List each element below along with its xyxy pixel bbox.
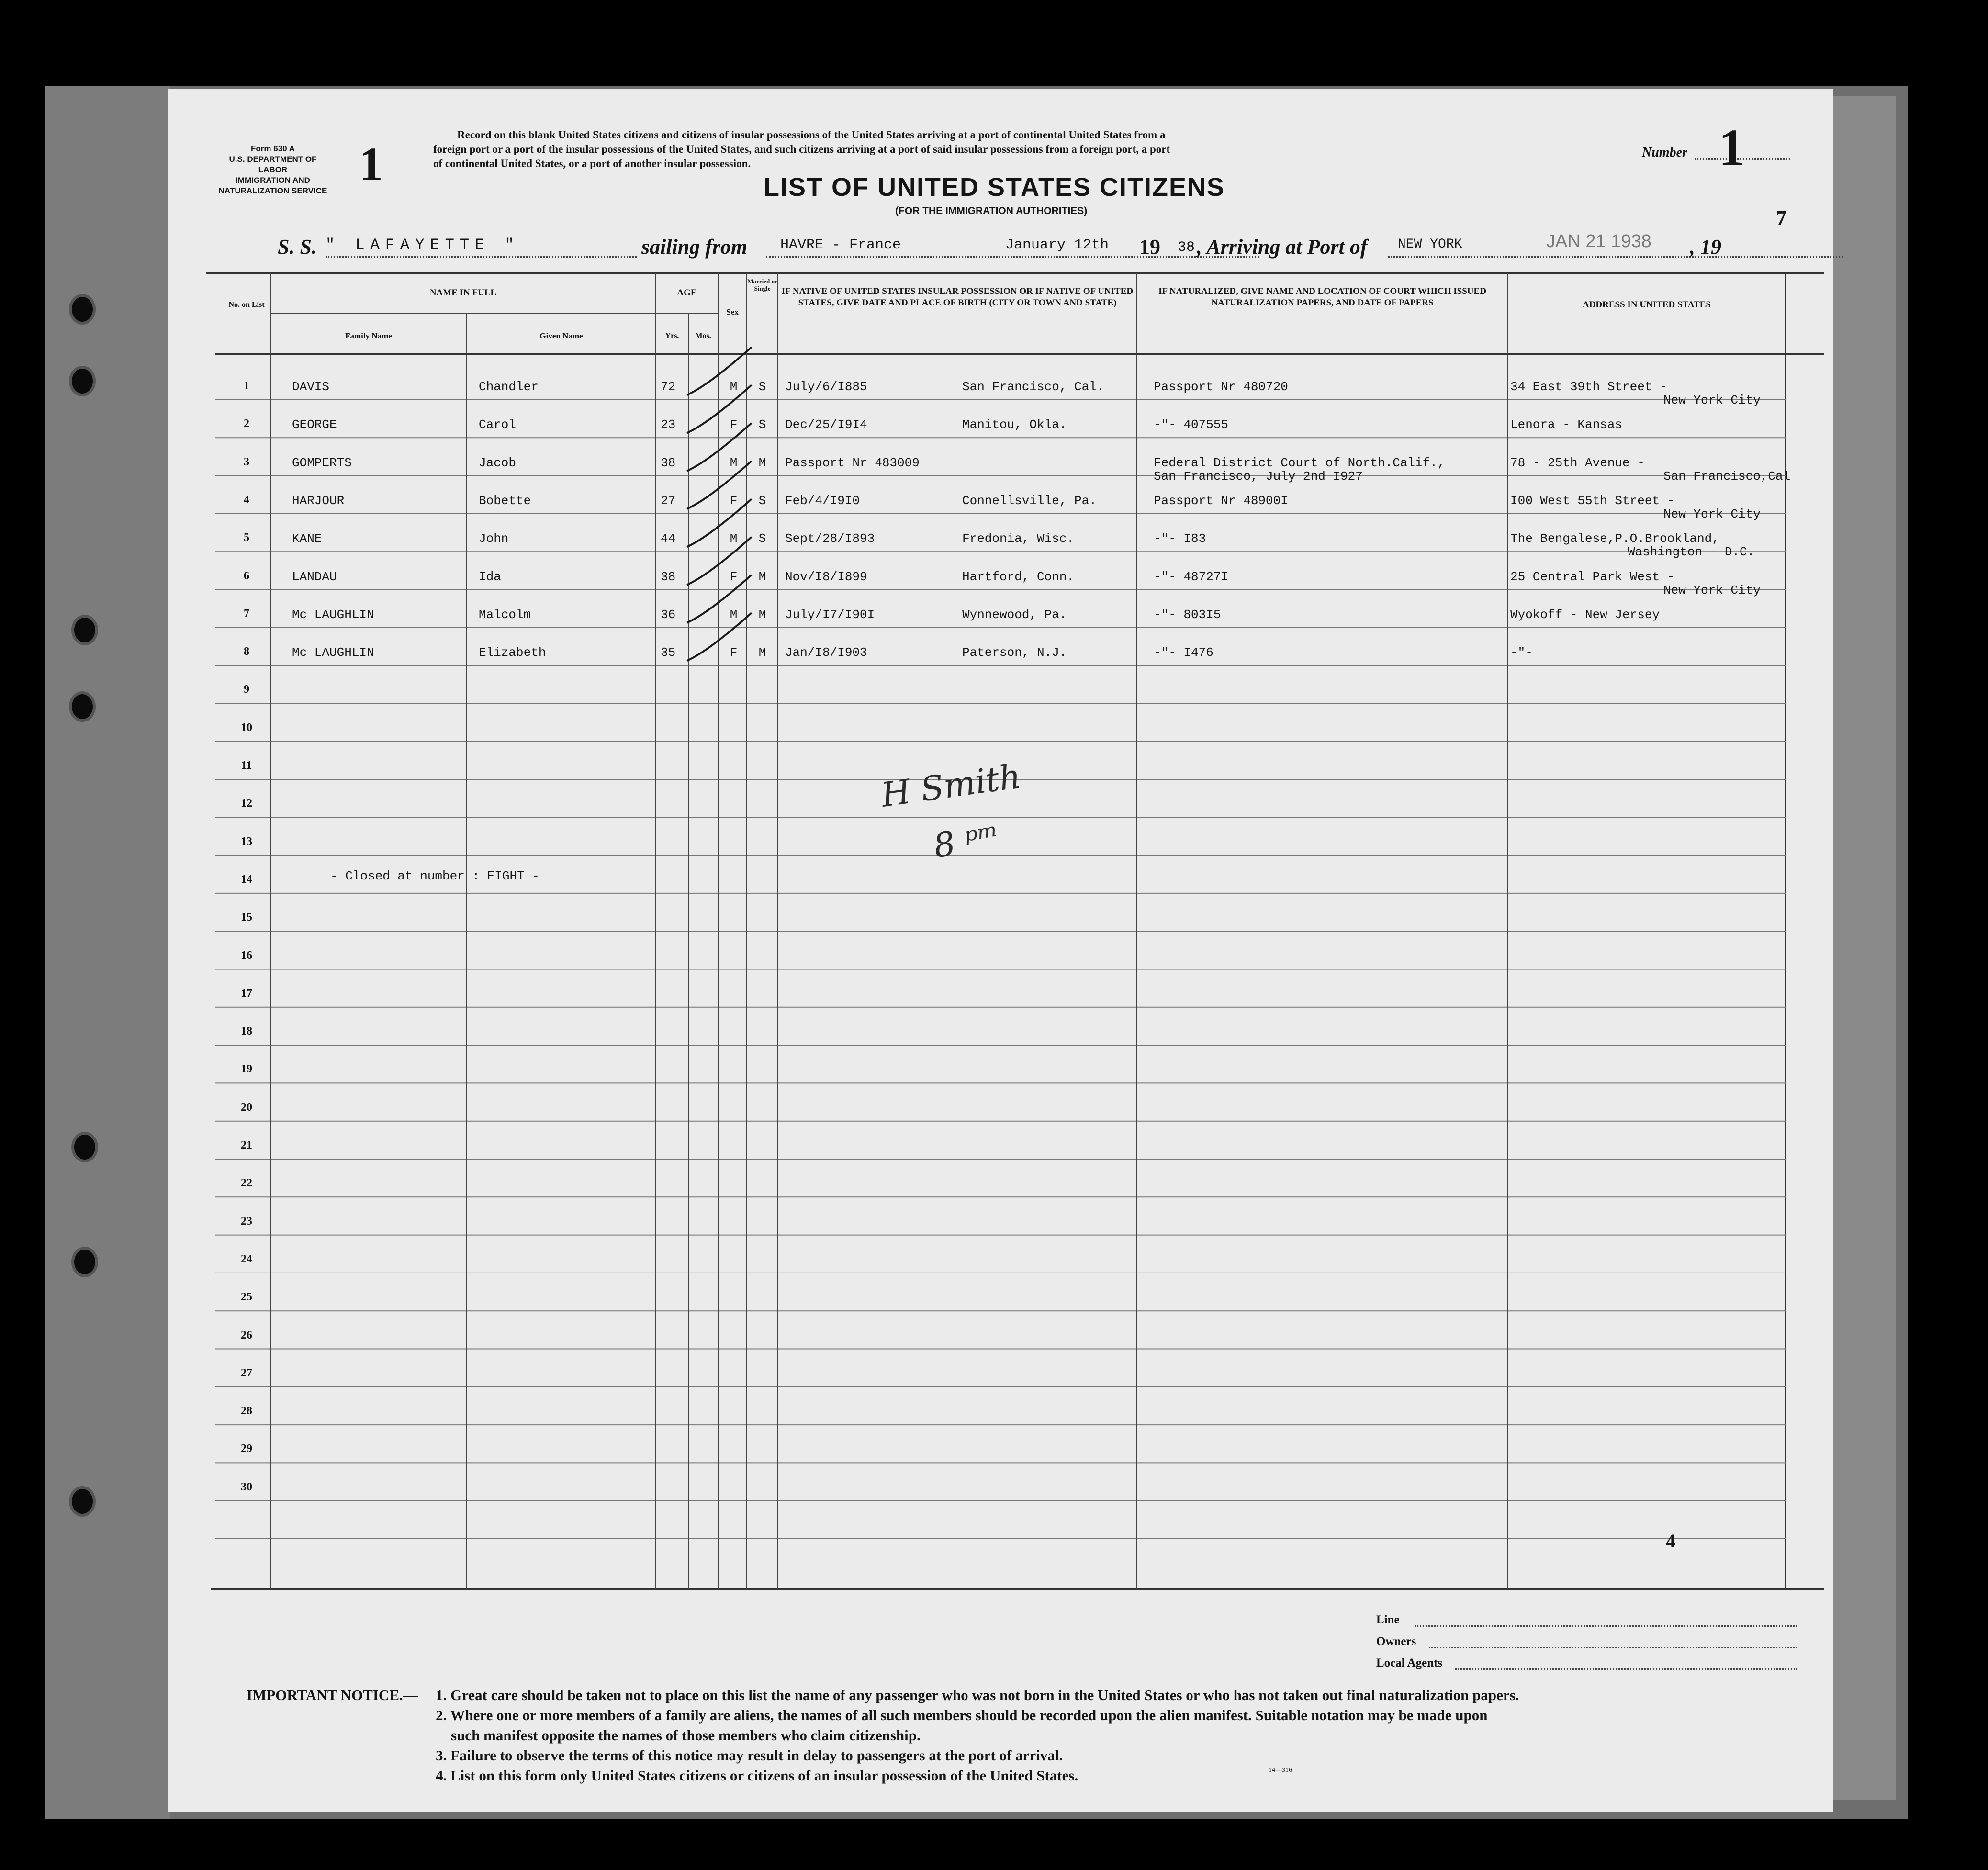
cell-birth-date: Sept/28/I893: [785, 531, 875, 546]
port-to: NEW YORK: [1398, 237, 1462, 252]
handwritten-signature: H Smith: [878, 756, 1023, 815]
row-number: 17: [241, 987, 252, 1000]
cell-addr1: Wyokoff - New Jersey: [1510, 607, 1660, 622]
row-number: 22: [241, 1177, 252, 1190]
instruction-line: Record on this blank United States citizens and citizens of insular possessions of the United States arriving at a port of continental United States from a: [457, 129, 1166, 141]
row-number: 9: [244, 683, 249, 696]
cell-birth-date: July/I7/I90I: [785, 607, 875, 622]
page-title: LIST OF UNITED STATES CITIZENS: [764, 173, 1225, 202]
cell-sex: F: [730, 645, 738, 660]
cell-addr1: The Bengalese,P.O.Brookland,: [1510, 531, 1719, 546]
cell-birth-place: Hartford, Conn.: [962, 569, 1075, 584]
cell-ms: S: [758, 493, 766, 508]
cell-nat1: -"- I476: [1154, 645, 1213, 660]
binder-hole: [72, 694, 93, 719]
col-sex: Sex: [726, 307, 739, 316]
binder-hole: [74, 618, 95, 642]
cell-sex: M: [730, 531, 738, 546]
handwritten-time: 8 ᵖᵐ: [930, 815, 1002, 866]
cell-birth-date: Passport Nr 483009: [785, 455, 920, 470]
cell-family: LANDAU: [292, 569, 337, 584]
row-number: 6: [244, 569, 249, 582]
cell-family: GOMPERTS: [292, 455, 352, 470]
cell-addr1: Lenora - Kansas: [1510, 417, 1623, 432]
page-mark: 4: [1666, 1530, 1675, 1552]
manifest-sheet: [168, 89, 1833, 1812]
port-from: HAVRE - France: [780, 237, 901, 253]
cell-birth-place: Paterson, N.J.: [962, 645, 1067, 660]
arriving-label: , Arriving at Port of: [1197, 235, 1368, 259]
row-number: 11: [241, 759, 252, 772]
cell-sex: M: [730, 607, 738, 622]
row-number: 7: [244, 607, 249, 620]
cell-family: HARJOUR: [292, 493, 345, 508]
notice-items: [436, 1685, 1519, 1786]
form-department: U.S. DEPARTMENT OF LABOR: [229, 155, 317, 174]
row-number: 16: [241, 949, 252, 962]
col-age: AGE: [677, 288, 697, 298]
cell-addr1: I00 West 55th Street -: [1510, 493, 1675, 508]
cell-ms: S: [758, 531, 766, 546]
row-number: 10: [241, 721, 252, 734]
cell-sex: M: [730, 455, 738, 470]
row-number: 26: [241, 1329, 252, 1341]
row-number: 27: [241, 1366, 252, 1379]
cell-age: 38: [661, 569, 676, 584]
ship-name: " LAFAYETTE ": [326, 236, 520, 254]
closed-note: - Closed at number : EIGHT -: [330, 869, 539, 883]
cell-given: Malcolm: [479, 607, 531, 622]
row-number: 15: [241, 911, 252, 924]
form-service-line1: IMMIGRATION AND: [236, 176, 310, 185]
number-value: 1: [1718, 118, 1745, 177]
cell-age: 72: [661, 380, 676, 394]
form-service-line2: NATURALIZATION SERVICE: [218, 186, 327, 195]
footer-agents-rule: [1455, 1668, 1797, 1670]
cell-nat1: Passport Nr 48900I: [1154, 493, 1288, 508]
cell-family: GEORGE: [292, 417, 337, 432]
cell-family: DAVIS: [292, 380, 330, 394]
footer-agents-label: Local Agents: [1376, 1656, 1443, 1669]
notice-item: 3. Failure to observe the terms of this notice may result in delay to passengers at the port of arrival.: [436, 1747, 1063, 1764]
col-naturalized: IF NATURALIZED, GIVE NAME AND LOCATION OF COURT WHICH ISSUED NATURALIZATION PAPERS, AND DATE OF PAPERS: [1158, 286, 1486, 308]
col-given-name: Given Name: [539, 331, 583, 340]
row-number: 25: [241, 1291, 252, 1304]
instruction-line: of continental United States, or a port of another insular possession.: [433, 158, 751, 169]
cell-birth-place: Fredonia, Wisc.: [962, 531, 1075, 546]
col-birth: IF NATIVE OF UNITED STATES INSULAR POSSESSION OR IF NATIVE OF UNITED STATES, GIVE DATE AND PLACE OF BIRTH (CITY OR TOWN AND STATE): [781, 286, 1134, 308]
notice-item: 2. Where one or more members of a family are aliens, the names of all such members should be recorded upon the alien manifest. Suitable notation may be made upon: [436, 1707, 1488, 1724]
cell-nat2: San Francisco, July 2nd I927: [1154, 469, 1363, 484]
cell-nat1: Passport Nr 480720: [1154, 380, 1288, 394]
cell-family: Mc LAUGHLIN: [292, 645, 374, 660]
form-stamp: 1: [359, 137, 383, 191]
arrival-stamp: JAN 21 1938: [1546, 231, 1651, 251]
cell-addr2: New York City: [1663, 393, 1761, 407]
year2: , 19: [1690, 235, 1721, 259]
sailing-label: sailing from: [641, 235, 748, 259]
cell-ms: M: [758, 455, 766, 470]
col-no-on-list: No. on List: [228, 301, 265, 309]
cell-ms: S: [758, 380, 766, 394]
cell-family: KANE: [292, 531, 322, 546]
sailing-date: January 12th: [1005, 237, 1109, 253]
cell-addr1: 25 Central Park West -: [1510, 569, 1675, 584]
col-family-name: Family Name: [345, 331, 392, 340]
footer-line-rule: [1415, 1625, 1797, 1627]
row-number: 29: [241, 1442, 252, 1455]
binder-hole: [74, 1135, 95, 1160]
footer-line-label: Line: [1376, 1613, 1400, 1626]
row-number: 28: [241, 1405, 252, 1418]
row-number: 4: [244, 493, 249, 506]
row-number: 5: [244, 531, 249, 544]
binder-hole: [72, 369, 93, 394]
cell-age: 44: [661, 531, 676, 546]
number-label: Number: [1642, 145, 1687, 160]
table-grid: [168, 89, 1833, 1812]
cell-nat1: -"- 803I5: [1154, 607, 1221, 622]
cell-ms: S: [758, 417, 766, 432]
row-number: 30: [241, 1480, 252, 1493]
cell-given: Chandler: [479, 380, 539, 394]
notice-item: such manifest opposite the names of those members who claim citizenship.: [451, 1727, 921, 1744]
ss-label: S. S.: [278, 235, 317, 259]
cell-addr2: San Francisco,Cal: [1663, 469, 1791, 484]
cell-birth-place: Connellsville, Pa.: [962, 493, 1097, 508]
cell-nat1: -"- 407555: [1154, 417, 1229, 432]
col-address: ADDRESS IN UNITED STATES: [1582, 300, 1711, 310]
cell-birth-place: Wynnewood, Pa.: [962, 607, 1067, 622]
cell-age: 38: [661, 455, 676, 470]
cell-age: 27: [661, 493, 676, 508]
cell-ms: M: [758, 569, 766, 584]
cell-nat1: -"- I83: [1154, 531, 1206, 546]
cell-addr1: -"-: [1510, 645, 1533, 660]
binder-hole: [72, 1489, 93, 1514]
cell-birth-date: Feb/4/I9I0: [785, 493, 860, 508]
row-number: 1: [244, 380, 249, 392]
row-number: 8: [244, 645, 249, 658]
cell-sex: F: [730, 417, 738, 432]
cell-given: Ida: [479, 569, 501, 584]
sheet-edge: [1833, 96, 1896, 1800]
cell-sex: F: [730, 493, 738, 508]
cell-nat1: -"- 48727I: [1154, 569, 1229, 584]
cell-addr1: 34 East 39th Street -: [1510, 380, 1667, 394]
page-subtitle: (FOR THE IMMIGRATION AUTHORITIES): [895, 205, 1088, 216]
footer-owners-rule: [1429, 1647, 1797, 1648]
cell-birth-date: Nov/I8/I899: [785, 569, 867, 584]
col-mos: Mos.: [695, 332, 711, 340]
corner-number: 7: [1776, 206, 1786, 230]
year-suffix: 38: [1178, 239, 1195, 256]
cell-nat1: Federal District Court of North.Calif.,: [1154, 455, 1445, 470]
cell-age: 36: [661, 607, 676, 622]
notice-item: 4. List on this form only United States citizens or citizens of an insular possession of the United States.: [436, 1767, 1078, 1784]
cell-age: 23: [661, 417, 676, 432]
cell-birth-date: July/6/I885: [785, 380, 867, 394]
cell-birth-date: Dec/25/I9I4: [785, 417, 867, 432]
cell-ms: M: [758, 607, 766, 622]
binder-hole: [74, 1250, 95, 1274]
instruction-line: foreign port or a port of the insular possessions of the United States, and such citizens arriving at a port of said insular possessions from a foreign port, a port: [433, 143, 1170, 155]
cell-age: 35: [661, 645, 676, 660]
cell-birth-date: Jan/I8/I903: [785, 645, 867, 660]
row-number: 21: [241, 1139, 252, 1151]
footer-owners-label: Owners: [1376, 1635, 1416, 1648]
row-number: 13: [241, 835, 252, 848]
form-number: Form 630 A: [251, 144, 295, 153]
cell-given: Carol: [479, 417, 517, 432]
col-name-in-full: NAME IN FULL: [429, 288, 497, 298]
col-yrs: Yrs.: [665, 332, 679, 340]
binder-hole: [72, 297, 93, 322]
cell-given: Elizabeth: [479, 645, 546, 660]
cell-addr1: 78 - 25th Avenue -: [1510, 455, 1645, 470]
row-number: 24: [241, 1252, 252, 1265]
cell-given: John: [479, 531, 509, 546]
cell-birth-place: Manitou, Okla.: [962, 417, 1067, 432]
year-prefix: 19: [1139, 235, 1160, 259]
cell-ms: M: [758, 645, 766, 660]
cell-addr2: New York City: [1663, 507, 1761, 521]
row-number: 3: [244, 455, 249, 468]
cell-birth-place: San Francisco, Cal.: [962, 380, 1104, 394]
cell-given: Jacob: [479, 455, 517, 470]
cell-sex: F: [730, 569, 738, 584]
notice-item: 1. Great care should be taken not to place on this list the name of any passenger who was not born in the United States or who has not taken out final naturalization papers.: [436, 1687, 1519, 1703]
cell-family: Mc LAUGHLIN: [292, 607, 374, 622]
row-number: 12: [241, 797, 252, 810]
cell-given: Bobette: [479, 493, 531, 508]
row-number: 23: [241, 1215, 252, 1228]
cell-addr2: New York City: [1663, 583, 1761, 597]
notice-label: IMPORTANT NOTICE.—: [247, 1687, 418, 1703]
row-number: 19: [241, 1063, 252, 1076]
cell-sex: M: [730, 380, 738, 394]
col-married-single: Married or Single: [747, 278, 777, 292]
row-number: 14: [241, 873, 252, 886]
row-number: 20: [241, 1101, 252, 1114]
row-number: 2: [244, 417, 249, 430]
cell-addr2: Washington - D.C.: [1628, 545, 1755, 560]
row-number: 18: [241, 1025, 252, 1038]
binder-strip: [45, 86, 170, 1819]
print-code: 14—316: [1269, 1767, 1292, 1774]
